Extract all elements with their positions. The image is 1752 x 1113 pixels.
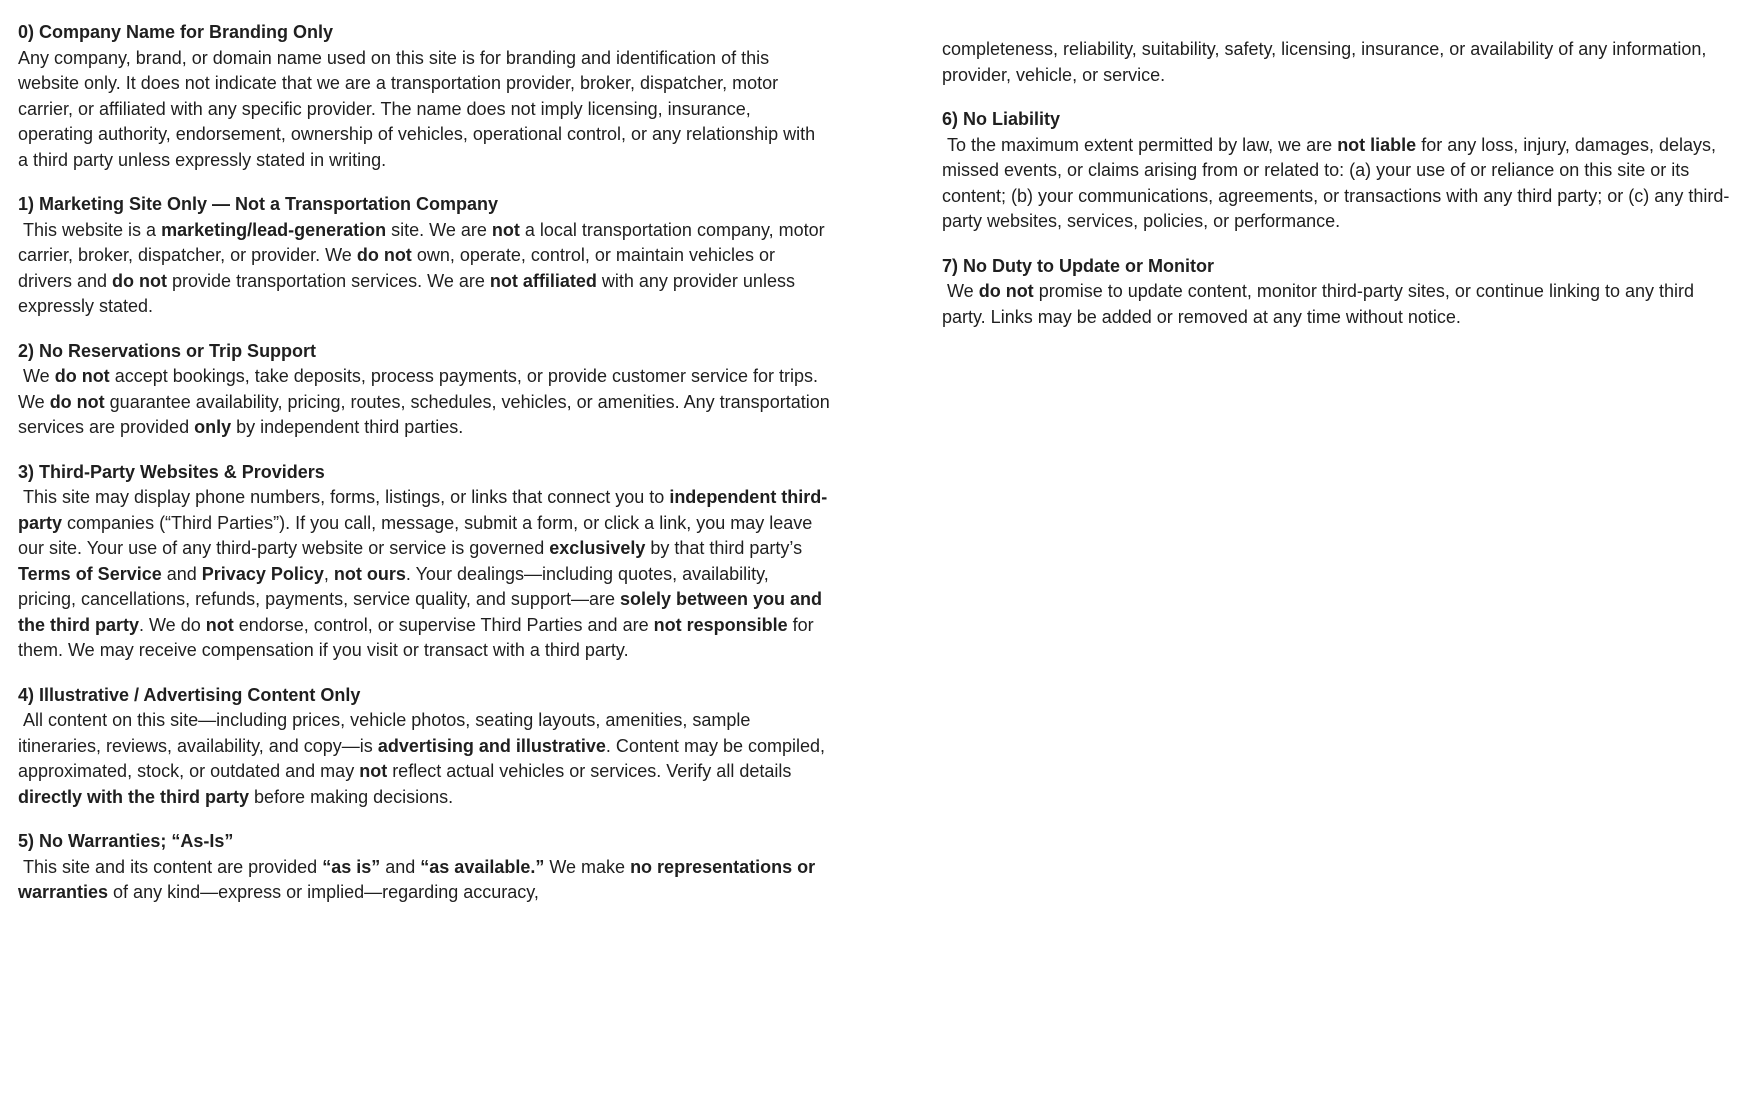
section-body — [18, 364, 835, 441]
bold-text-run: “as available.” — [420, 856, 545, 877]
text-run: We — [942, 281, 979, 301]
right-column — [942, 37, 1737, 330]
text-run: This website is a — [18, 219, 162, 240]
bold-text-run: “as is” — [322, 856, 381, 877]
text-run: endorse, control, or supervise Third Parties and are — [233, 614, 654, 635]
text-run: a local transportation company, motor carrier, broker, dispatcher, or provider. We — [18, 219, 830, 265]
bold-text-run: not ours — [333, 563, 406, 584]
disclaimer-section — [18, 20, 830, 173]
text-run: companies (“Third Parties”). If you call, message, submit a form, or click a link, you may leave our site. Your use of any third-party website or service is governed — [18, 512, 818, 558]
text-run: with any provider unless expressly stated. — [18, 270, 800, 316]
bold-text-run: Privacy Policy — [201, 563, 324, 584]
section-heading: 2) No Reservations or Trip Support — [18, 340, 317, 361]
section-heading: 7) No Duty to Update or Monitor — [942, 255, 1214, 276]
section-body — [18, 855, 830, 906]
text-run: . Content may be compiled, approximated, stock, or outdated and may — [18, 735, 831, 781]
bold-text-run: directly with the third party — [18, 786, 250, 807]
text-run: Any company, brand, or domain name used on this site is for branding and identification of this website only. It does not indicate that we are a transportation provider, broker, dispatcher, motor carrier, or affiliated with any specific provider. The name does not imply licensing, insurance, operating authority, endorsement, ownership of vehicles, operational control, or any relationship with a third party unless expressly stated in writing. — [18, 47, 821, 170]
left-column — [18, 20, 835, 906]
disclaimer-section-continuation — [942, 37, 1737, 88]
bold-text-run: exclusively — [549, 538, 646, 558]
bold-text-run: marketing/lead-generation — [161, 219, 387, 240]
bold-text-run: do not — [978, 281, 1034, 301]
bold-text-run: not liable — [1337, 134, 1417, 155]
text-run: accept bookings, take deposits, process payments, or provide customer service for trips. We — [18, 366, 824, 412]
text-run: . Your dealings—including quotes, availability, pricing, cancellations, refunds, payments, service quality, and support—are — [18, 563, 774, 609]
section-body — [942, 133, 1737, 235]
text-run: completeness, reliability, suitability, safety, licensing, insurance, or availability of any information, provider, vehicle, or service. — [942, 39, 1712, 85]
section-heading: 1) Marketing Site Only — Not a Transportation Company — [18, 194, 499, 214]
section-body — [942, 279, 1737, 330]
text-run: , — [323, 563, 334, 584]
text-run: This site may display phone numbers, forms, listings, or links that connect you to — [18, 487, 670, 507]
text-run: by that third party’s — [645, 538, 808, 558]
text-run: All content on this site—including prices, vehicle photos, seating layouts, amenities, sample itineraries, reviews, availability, and copy—is — [18, 710, 756, 756]
disclaimer-section — [18, 192, 830, 320]
bold-text-run: not responsible — [653, 614, 788, 635]
text-run: before making decisions. — [249, 786, 454, 807]
bold-text-run: do not — [356, 245, 412, 265]
text-run: and — [161, 563, 202, 584]
section-heading: 0) Company Name for Branding Only — [18, 22, 334, 42]
disclaimer-section — [18, 829, 830, 906]
text-run: This site and its content are provided — [18, 856, 323, 877]
section-heading: 5) No Warranties; “As-Is” — [18, 831, 234, 851]
section-body — [942, 37, 1737, 88]
section-heading: 6) No Liability — [942, 109, 1061, 129]
section-body — [18, 46, 830, 174]
text-run: site. We are — [386, 219, 492, 240]
bold-text-run: not — [359, 761, 388, 781]
text-run: promise to update content, monitor third-party sites, or continue linking to any third party. Links may be added or removed at any time without notice. — [942, 281, 1700, 327]
text-run: for any loss, injury, damages, delays, missed events, or claims arising from or related to: (a) your use of or reliance on this site or its content; (b) your communications, agreements, or transactions with any third party; or (c) any third-party websites, services, policies, or performance. — [942, 134, 1730, 231]
text-run: by independent third parties. — [231, 417, 464, 437]
bold-text-run: solely between you and the third party — [18, 589, 828, 635]
bold-text-run: do not — [49, 391, 105, 412]
text-run: We — [18, 366, 55, 386]
text-run: own, operate, control, or maintain vehicles or drivers and — [18, 245, 781, 291]
bold-text-run: only — [194, 417, 232, 437]
bold-text-run: no representations or warranties — [18, 856, 821, 902]
section-body — [18, 485, 830, 664]
text-run: guarantee availability, pricing, routes, schedules, vehicles, or amenities. Any transportation services are provided — [18, 391, 835, 437]
disclaimer-section — [18, 460, 830, 664]
section-heading: 3) Third-Party Websites & Providers — [18, 461, 325, 482]
text-run: of any kind—express or implied—regarding accuracy, — [108, 882, 539, 902]
disclaimer-section — [18, 339, 835, 441]
bold-text-run: not — [491, 219, 520, 240]
bold-text-run: advertising and illustrative — [377, 735, 606, 756]
bold-text-run: do not — [112, 270, 168, 291]
bold-text-run: not affiliated — [489, 270, 597, 291]
text-run: reflect actual vehicles or services. Verify all details — [387, 761, 797, 781]
text-run: provide transportation services. We are — [167, 270, 490, 291]
disclaimer-section — [18, 683, 830, 811]
text-run: . We do — [139, 614, 206, 635]
text-run: and — [380, 856, 421, 877]
bold-text-run: Terms of Service — [18, 563, 162, 584]
section-body — [18, 708, 830, 810]
section-heading: 4) Illustrative / Advertising Content Only — [18, 684, 361, 705]
bold-text-run: independent third-party — [18, 487, 828, 533]
bold-text-run: not — [205, 614, 234, 635]
text-run: We make — [544, 856, 631, 877]
text-run: for them. We may receive compensation if you visit or transact with a third party. — [18, 614, 819, 660]
section-body — [18, 218, 830, 320]
text-run: To the maximum extent permitted by law, we are — [942, 134, 1338, 155]
bold-text-run: do not — [54, 366, 110, 386]
disclaimer-section — [942, 107, 1737, 235]
disclaimer-section — [942, 254, 1737, 331]
